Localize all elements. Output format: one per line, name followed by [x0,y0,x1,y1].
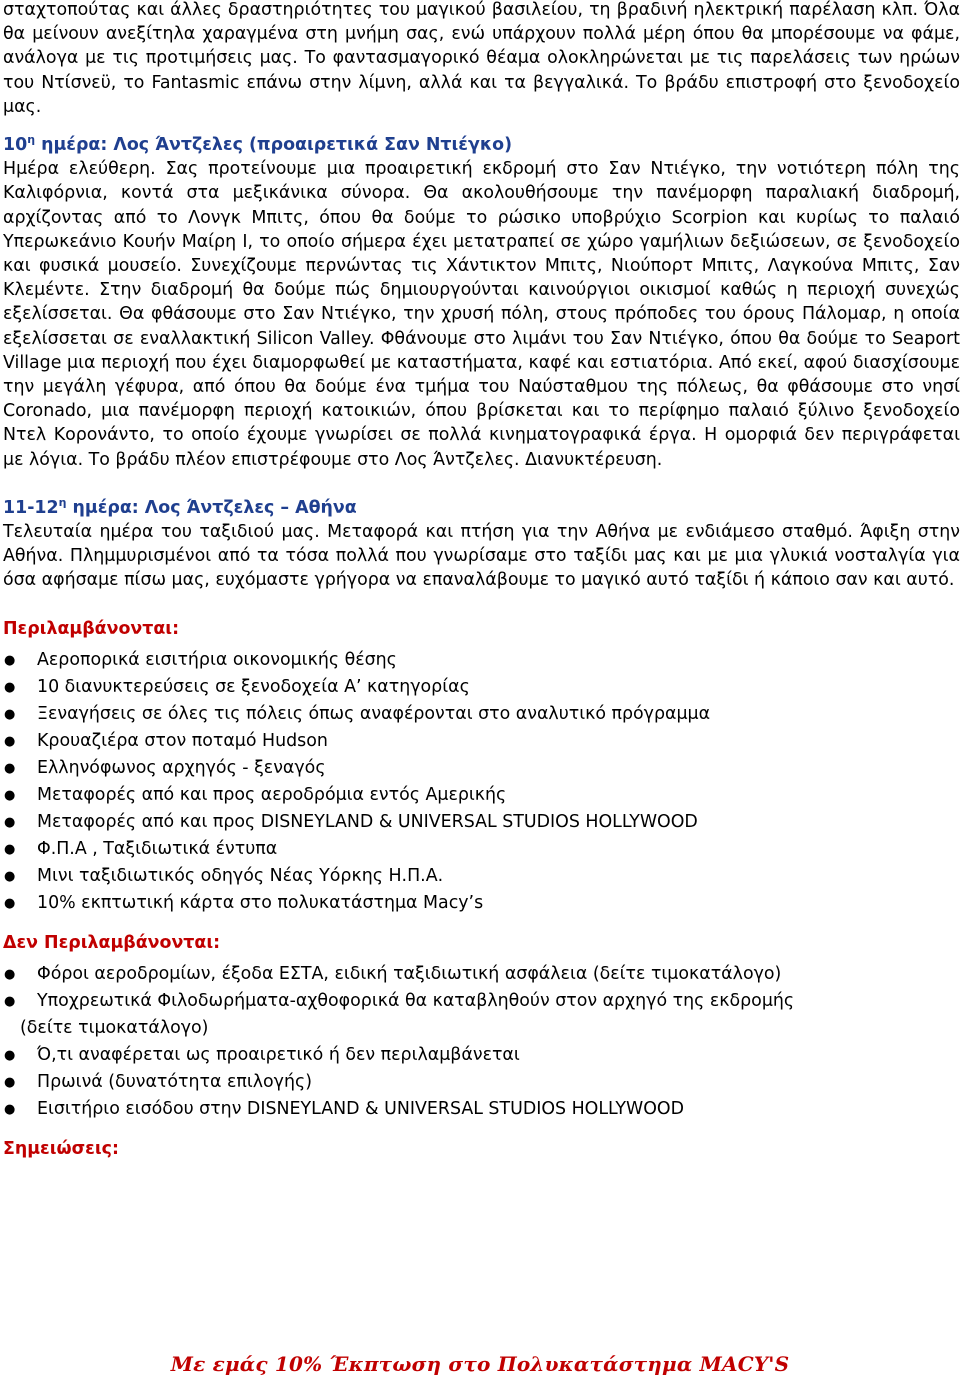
list-item: ● Κρουαζιέρα στον ποταμό Hudson [3,728,960,755]
list-item: ● Φ.Π.Α , Ταξιδιωτικά έντυπα [3,836,960,863]
bullet-icon: ● [4,679,16,695]
bullet-icon: ● [4,1075,16,1091]
included-heading: Περιλαμβάνονται: [3,618,180,639]
day11-12-superscript: η [58,495,67,509]
list-item: ● Φόροι αεροδρομίων, έξοδα ΕΣΤΑ, ειδική ταξιδιωτική ασφάλεια (δείτε τιμοκατάλογο) [3,961,960,988]
included-list [3,647,960,917]
day10-number: 10 [3,135,28,156]
excluded-heading: Δεν Περιλαμβάνονται: [3,932,221,953]
bullet-icon: ● [4,1102,16,1118]
list-item: ● Ξεναγήσεις σε όλες τις πόλεις όπως αναφέρονται στο αναλυτικό πρόγραμμα [3,701,960,728]
bullet-icon: ● [4,760,16,776]
bullet-icon: ● [4,814,16,830]
footer-promo: Με εμάς 10% Έκπτωση στο Πολυκατάστημα MACY'S [170,1352,790,1376]
notes-heading: Σημειώσεις: [3,1139,119,1160]
bullet-icon: ● [4,787,16,803]
day10-title: ημέρα: Λος Άντζελες (προαιρετικά Σαν Ντιέγκο) [35,135,513,156]
list-item: ● Ό,τι αναφέρεται ως προαιρετικό ή δεν περιλαμβάνεται [3,1042,960,1069]
bullet-icon: ● [4,1048,16,1064]
list-item: ● Μεταφορές από και προς αεροδρόμια εντός Αμερικής [3,782,960,809]
bullet-icon: ● [4,652,16,668]
day11-12-title: ημέρα: Λος Άντζελες – Αθήνα [66,497,357,518]
list-item: ● Μινι ταξιδιωτικός οδηγός Νέας Υόρκης Η.Π.Α. [3,863,960,890]
list-item: ● Εισιτήριο εισόδου στην DISNEYLAND & UNIVERSAL STUDIOS HOLLYWOOD [3,1096,960,1123]
bullet-icon: ● [4,967,16,983]
bullet-icon: ● [4,706,16,722]
bullet-icon: ● [4,841,16,857]
day11-12-number: 11-12 [3,497,59,518]
day10-superscript: η [27,133,36,147]
day10-body: Ημέρα ελεύθερη. Σας προτείνουμε μια προαιρετική εκδρομή στο Σαν Ντιέγκο, την νοτιότερη πόλη της Καλιφόρνια, κοντά στα μεξικάνικα σύνορα. Θα ακολουθήσουμε την πανέμορφη παραλιακή διαδρομή, αρχίζοντας από το Λονγκ Μπιτς, όπου θα δούμε το ρώσικο υποβρύχιο Scorpion και κυρίως το παλαιό Υπερωκεάνιο Κουήν Μαίρη Ι, το οποίο σήμερα έχει μετατραπεί σε χώρο γαμήλιων δεξιώσεων, σε ξενοδοχείο και φυσικά μουσείο. Συνεχίζουμε περνώντας τις Χάντικτον Μπιτς, Νιούπορτ Μπιτς, Λαγκούνα Μπιτς, Σαν Κλεμέντε. Στην διαδρομή θα δούμε πώς δημιουργούνται καινούργιοι οικισμοί καθώς η περιοχή συνεχώς εξελίσσεται. Θα φθάσουμε στο Σαν Ντιέγκο, την χρυσή πόλη, στους πρόποδες του όρους Πάλομαρ, η οποία εξελίσσεται σε εναλλακτική Silicon Valley. Φθάνουμε στο λιμάνι του Σαν Ντιέγκο, όπου θα δούμε το Seaport Village μια περιοχή που έχει διαμορφωθεί με καταστήματα, καφέ και εστιατόρια. Από εκεί, αφού διασχίσουμε την μεγάλη γέφυρα, από όπου θα δούμε ένα τμήμα του Ναύσταθμου της πόλεως, θα φθάσουμε στο νησί Coronado, μια πανέμορφη περιοχή κατοικιών, όπου βρίσκεται και το περίφημο παλαιό ξύλινο ξενοδοχείο Ντελ Κορονάντο, το οποίο έχουμε γνωρίσει σε πολλά κινηματογραφικά έργα. Η ομορφιά δεν περιγράφεται με λόγια. Το βράδυ πλέον επιστρέφουμε στο Λος Άντζελες. Διανυκτέρευση. [3,159,960,470]
excluded-list [3,961,960,1123]
list-item: ● Αεροπορικά εισιτήρια οικονομικής θέσης [3,647,960,674]
list-item: ● Ελληνόφωνος αρχηγός - ξεναγός [3,755,960,782]
list-item-continuation: (δείτε τιμοκατάλογο) [20,1018,209,1039]
list-item: ● Υποχρεωτικά Φιλοδωρήματα-αχθοφορικά θα καταβληθούν στον αρχηγό της εκδρομής (δείτε τιμοκατάλογο) [3,988,960,1042]
list-item: ● 10 διανυκτερεύσεις σε ξενοδοχεία Α’ κατηγορίας [3,674,960,701]
day10-heading [3,133,960,157]
bullet-icon: ● [4,868,16,884]
list-item: ● Μεταφορές από και προς DISNEYLAND & UNIVERSAL STUDIOS HOLLYWOOD [3,809,960,836]
bullet-icon: ● [4,733,16,749]
bullet-icon: ● [4,895,16,911]
day11-12-body: Τελευταία ημέρα του ταξιδιού μας. Μεταφορά και πτήση για την Αθήνα με ενδιάμεσο σταθμό. Άφιξη στην Αθήνα. Πλημμυρισμένοι από τα τόσα πολλά που γνωρίσαμε στο ταξίδι μας και με μια γλυκιά νοσταλγία για όσα αφήσαμε πίσω μας, ευχόμαστε γρήγορα να επαναλάβουμε το μαγικό αυτό ταξίδι ή κάποιο σαν και αυτό. [3,522,960,591]
list-item: ● 10% εκπτωτική κάρτα στο πολυκατάστημα Macy’s [3,890,960,917]
list-item: ● Πρωινά (δυνατότητα επιλογής) [3,1069,960,1096]
intro-paragraph: σταχτοπούτας και άλλες δραστηριότητες του μαγικού βασιλείου, τη βραδινή ηλεκτρική παρέλαση κλπ. Όλα θα μείνουν ανεξίτηλα χαραγμένα στη μνήμη σας, ενώ υπάρχουν πολλά μέρη όπου θα μπορέσουμε να φάμε, ανάλογα με τις προτιμήσεις μας. Το φαντασμαγορικό θέαμα ολοκληρώνεται με τις παρελάσεις των ηρώων του Ντίσνεϋ, το Fantasmic επάνω στην λίμνη, αλλά και τα βεγγαλικά. Το βράδυ επιστροφή στο ξενοδοχείο μας. [3,0,960,117]
day11-12-heading [3,496,960,520]
bullet-icon: ● [4,994,16,1010]
